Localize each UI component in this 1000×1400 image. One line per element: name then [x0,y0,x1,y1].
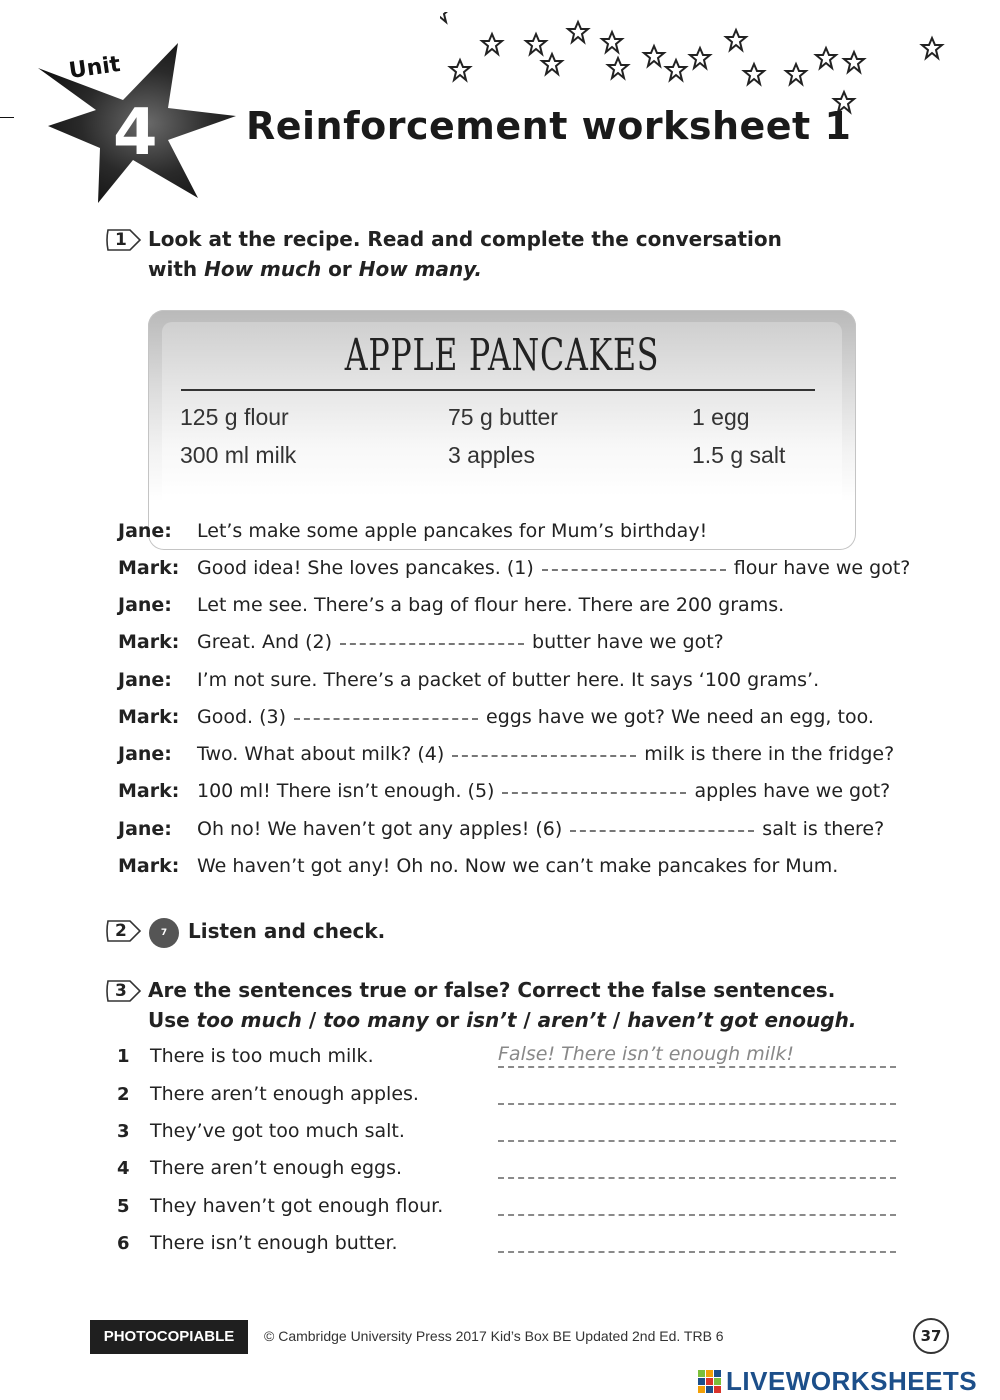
dialogue-line [197,743,894,765]
dialogue-text: flour have we got? [733,557,911,579]
dialogue-line [197,520,707,542]
instruction-word: / [605,1008,628,1032]
instruction-italic: too many [323,1008,429,1032]
instruction-line: Are the sentences true or false? Correct the false sentences. [148,978,836,1002]
unit-number: 4 [113,96,158,170]
question-number: 1 [117,1046,130,1067]
instruction-line [148,254,782,284]
instruction-italic: isn’t [466,1008,517,1032]
instruction-word: / [301,1008,324,1032]
dialogue-text: butter have we got? [532,631,724,653]
ingredient: 125 g flour [180,404,289,430]
ingredient: 1.5 g salt [692,442,786,468]
question-number: 3 [117,1121,130,1142]
ingredient: 300 ml milk [180,442,297,468]
instruction-word: with [148,257,205,281]
speaker: Jane: [118,669,172,691]
example-answer: False! There isn’t enough milk! [498,1043,794,1065]
speaker: Jane: [118,743,172,765]
question-text: There is too much milk. [150,1045,374,1067]
answer-line-5[interactable] [498,1214,896,1216]
exercise-number-badge [106,979,142,1003]
speaker: Jane: [118,594,172,616]
dialogue-line [197,818,884,840]
speaker: Jane: [118,818,172,840]
dialogue-text: milk is there in the fridge? [644,743,895,765]
instruction-word: Use [148,1008,197,1032]
exercise2-instruction: Listen and check. [188,919,386,943]
instruction-italic: haven’t got enough. [627,1008,857,1032]
unit-label: Unit [67,52,122,84]
question-text: There aren’t enough apples. [150,1083,419,1105]
question-text: They’ve got too much salt. [150,1120,405,1142]
dialogue-text: Good. (3) [197,706,287,728]
exercise3-instruction [148,975,856,1035]
dialogue-text: Let me see. There’s a bag of flour here. There are 200 grams. [197,594,785,616]
ingredient: 3 apples [448,442,535,468]
instruction-word: or [428,1008,467,1032]
star-icon [440,12,450,22]
track-number: 7 [160,928,168,938]
photocopiable-label: PHOTOCOPIABLE [90,1320,248,1354]
dialogue-text: We haven’t got any! Oh no. Now we can’t make pancakes for Mum. [197,855,839,877]
dialogue-line [197,780,890,802]
recipe-divider [181,389,815,391]
instruction-italic: aren’t [537,1008,606,1032]
dialogue-line [197,631,724,653]
answer-line-1[interactable] [498,1066,896,1068]
dialogue-text: I’m not sure. There’s a packet of butter here. It says ‘100 grams’. [197,669,820,691]
unit-star-badge [28,38,248,203]
recipe-title: APPLE PANCAKES [344,330,660,381]
exercise-number-badge [106,228,142,252]
dialogue-text: 100 ml! There isn’t enough. (5) [197,780,495,802]
instruction-italic: How much [204,257,322,281]
logo-text: LIVEWORKSHEETS [726,1366,978,1396]
liveworksheets-logo[interactable] [698,1368,998,1396]
question-number: 2 [117,1084,130,1105]
question-text: There isn’t enough butter. [150,1232,398,1254]
answer-gap-5[interactable] [502,792,686,794]
answer-gap-6[interactable] [570,830,754,832]
dialogue-text: Oh no! We haven’t got any apples! (6) [197,818,563,840]
audio-track-button[interactable] [148,917,180,949]
instruction-italic: How many. [358,257,483,281]
instruction-word: / [516,1008,538,1032]
answer-gap-1[interactable] [542,569,726,571]
instruction-word: or [321,257,359,281]
speaker: Mark: [118,706,180,728]
question-text: There aren’t enough eggs. [150,1157,403,1179]
dialogue-text: apples have we got? [694,780,891,802]
dialogue-text: Good idea! She loves pancakes. (1) [197,557,534,579]
instruction-line [148,1005,856,1035]
answer-line-2[interactable] [498,1103,896,1105]
dialogue-line [197,594,784,616]
dialogue-line [197,669,819,691]
speaker: Mark: [118,631,180,653]
dialogue-text: Let’s make some apple pancakes for Mum’s birthday! [197,520,708,542]
answer-gap-4[interactable] [452,755,636,757]
answer-line-6[interactable] [498,1251,896,1253]
question-number: 6 [117,1233,130,1254]
page-title: Reinforcement worksheet 1 [246,104,852,148]
dialogue-text: eggs have we got? We need an egg, too. [486,706,874,728]
speaker: Mark: [118,855,180,877]
speaker: Mark: [118,557,180,579]
question-text: They haven’t got enough flour. [150,1195,444,1217]
dialogue-text: salt is there? [762,818,885,840]
answer-gap-2[interactable] [340,643,524,645]
exercise1-instruction [148,224,782,284]
logo-grid-icon [698,1370,722,1394]
dialogue-line [197,855,838,877]
speaker: Jane: [118,520,172,542]
question-number: 5 [117,1196,130,1217]
exercise-number: 1 [115,230,127,250]
answer-gap-3[interactable] [294,718,478,720]
copyright-text: © Cambridge University Press 2017 Kid’s Box BE Updated 2nd Ed. TRB 6 [264,1328,724,1344]
dialogue-text: Two. What about milk? (4) [197,743,445,765]
question-number: 4 [117,1158,130,1179]
ingredient: 75 g butter [448,404,558,430]
exercise-number-badge [106,919,142,943]
instruction-line: Look at the recipe. Read and complete the conversation [148,227,782,251]
dialogue-line [197,557,910,579]
margin-tick [0,117,14,118]
exercise-number: 3 [115,981,127,1001]
ingredient: 1 egg [692,404,750,430]
speaker: Mark: [118,780,180,802]
exercise-number: 2 [115,921,127,941]
answer-line-3[interactable] [498,1140,896,1142]
dialogue-text: Great. And (2) [197,631,333,653]
instruction-italic: too much [196,1008,302,1032]
dialogue-line [197,706,874,728]
answer-line-4[interactable] [498,1177,896,1179]
page-number: 37 [913,1318,949,1354]
